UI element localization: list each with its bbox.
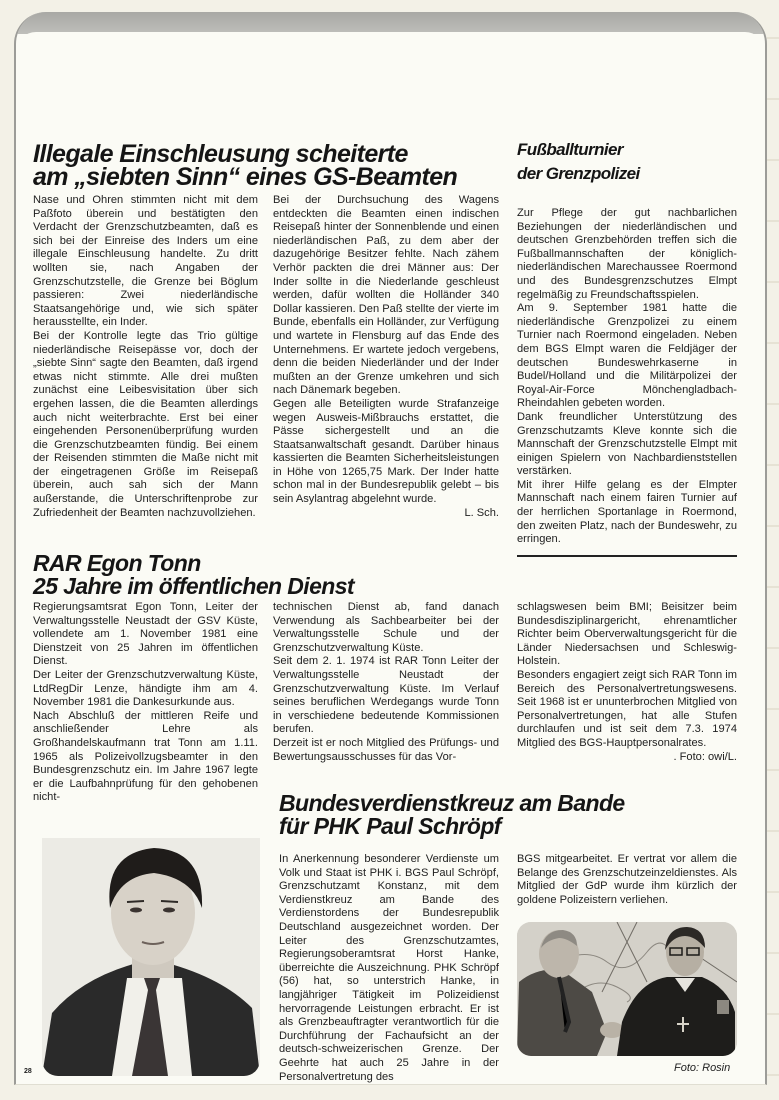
article3-column-1	[33, 601, 258, 805]
handshake-photo	[517, 922, 737, 1056]
article3-paragraph: Derzeit ist er noch Mitglied des Prüfungs- und Bewertungsausschusses für das Vor-	[273, 736, 499, 763]
article1-paragraph: Nase und Ohren stimmten nicht mit dem Paßfoto überein und bestätigten den Verdacht der Grenzschutzbeamten, daß es sich bei der Einreise des Inders um eine illegale Einschleusung handelte. Zu dritt wollten sie, nach Angaben der Grenzschutzstelle, die Grenze bei Böglum passieren: Zwei niederländische Staatsangehörige und, wie sich später herausstellte, ein Inder.	[33, 194, 258, 329]
article4-column-2	[517, 853, 737, 907]
article3-column-3	[517, 601, 737, 764]
article2-headline-line1: Fußballturnier	[517, 140, 623, 159]
handshake-illustration	[517, 922, 737, 1056]
article3-paragraph: technischen Dienst ab, fand danach Verwendung als Sachbearbeiter bei der Verwaltungsstelle Schule und der Grenzschutzverwaltung Küste.	[273, 601, 499, 654]
article3-paragraph: Regierungsamtsrat Egon Tonn, Leiter der Verwaltungsstelle Neustadt der GSV Küste, vollendete am 1. November 1981 eine Dienstzeit von 25 Jahren im öffentlichen Dienst.	[33, 601, 258, 668]
article4-paragraph: BGS mitgearbeitet. Er vertrat vor allem die Belange des Grenzschutzeinzeldienstes. Als Mitglied der GdP wurde ihm kürzlich der goldene Polizeistern verliehen.	[517, 853, 737, 906]
article3-column-2	[273, 601, 499, 764]
article1-paragraph: Bei der Kontrolle legte das Trio gültige niederländische Reisepässe vor, doch der „siebte Sinn“ sagte den Beamten, daß irgend etwas nicht stimmte. Alle drei mußten zunächst eine Leibesvisitation über sich ergehen lassen, die die Beamten allerdings auch nicht weiterbrachte. Erst bei einer eingehenden Personenüberprüfung wurden die Grenzschutzbeamten fündig. Bei einem der Reisenden stimmten die Maße nicht mit der eingetragenen Größe im Reisepaß überein, auch sah sich der Mann außerstande, die Unterschriftenprobe zur Zufriedenheit der Beamten nachzuvollziehen.	[33, 329, 258, 519]
article2-headline-line2: der Grenzpolizei	[517, 164, 640, 183]
article1-paragraph: Gegen alle Beteiligten wurde Strafanzeige wegen Ausweis-Mißbrauchs erstattet, die Pässe sichergestellt und an die Staatsanwaltschaft gesandt. Darüber hinaus kassierten die Beamten Sicherheitsleistungen in Höhe von 1265,75 Mark. Der Inder hatte schon mal in der Bundesrepublik gelebt – bis sein Asylantrag abgelehnt wurde.	[273, 397, 499, 506]
article-divider	[517, 555, 737, 557]
article2-paragraph: Mit ihrer Hilfe gelang es der Elmpter Mannschaft nach einem fairen Turnier auf der herrlichen Sportanlage in Roermond, den zweiten Platz, nach der Bundeswehr, zu erringen.	[517, 478, 737, 546]
article4-headline-line2: für PHK Paul Schröpf	[279, 813, 501, 839]
article3-paragraph: Besonders engagiert zeigt sich RAR Tonn im Bereich des Personalvertretungswesens. Seit 1968 ist er ununterbrochen Mitglied von Personalvertretungen, hat alle Stufen durchlaufen und ist seit dem 7.3. 1974 Mitglied des BGS-Hauptpersonalrates.	[517, 668, 737, 749]
portrait-illustration	[42, 838, 260, 1076]
article1-paragraph: Bei der Durchsuchung des Wagens entdeckten die Beamten einen indischen Reisepaß hinter der Sonnenblende und einen niederländischen Paß, zu dem aber der dazugehörige Besitzer fehlte. Nach zähem Verhör packten die drei Männer aus: Der Inder sollte in die Niederlande geschleust werden, dafür wollten die Holländer 340 Dollar kassieren. Den Paß stellte der vierte im Bunde, ebenfalls ein Holländer, zur Verfügung und wartete in Flensburg auf das Ende des Unternehmens. Er wartete jedoch vergebens, denn die beiden Niederländer und der Inder mußten an der Grenze umkehren und sich nach Dänemark begeben.	[273, 194, 499, 397]
page-number: 28	[24, 1068, 32, 1075]
article2-paragraph: Am 9. September 1981 hatte die niederländische Grenzpolizei zu einem Turnier nach Roermond eingeladen. Neben dem BGS Elmpt waren die Feldjäger der deutschen Bundeswehrkaserne in Budel/Holland und die Militärpolizei der Royal-Air-Force Mönchengladbach-Rheindahlen gebeten worden.	[517, 302, 737, 410]
article3-headline-line2: 25 Jahre im öffentlichen Dienst	[33, 573, 354, 599]
article3-paragraph: schlagswesen beim BMI; Beisitzer beim Bundesdisziplinargericht, ehrenamtlicher Richter beim Oberverwaltungsgericht für die Länder Niedersachsen und Schleswig-Holstein.	[517, 601, 737, 668]
article3-paragraph: Nach Abschluß der mittleren Reife und anschließender Lehre als Großhandelskaufmann trat Tonn am 1.11. 1965 als Polizeivollzugsbeamter in den Bundesgrenzschutz ein. Im Jahre 1967 legte er die Laufbahnprüfung für den gehobenen nicht-	[33, 709, 258, 804]
page-header-band	[16, 12, 765, 34]
article2-paragraph: Zur Pflege der gut nachbarlichen Beziehungen der niederländischen und deutschen Grenzbehörden treffen sich die Fußballmannschaften der königlich-niederländischen Marechaussee Roermond und des Bundesgrenzschutzes Elmpt regelmäßig zu Freundschaftsspielen.	[517, 207, 737, 301]
article1-headline-line1: Illegale Einschleusung scheiterte	[33, 140, 408, 168]
article1-column-2	[273, 194, 499, 520]
article1-signature: L. Sch.	[464, 506, 499, 519]
article2-body	[517, 207, 737, 547]
article3-paragraph: Seit dem 2. 1. 1974 ist RAR Tonn Leiter der Verwaltungsstelle Neustadt der Grenzschutzverwaltung Küste. Im Verlauf seines beruflichen Werdegangs wurde Tonn in verschiedene bedeutende Kommissionen berufen.	[273, 655, 499, 736]
article4-paragraph: In Anerkennung besonderer Verdienste um Volk und Staat ist PHK i. BGS Paul Schröpf, Grenzschutzamt Konstanz, mit dem Verdienstkreuz am Bande des Verdienstordens der Bundesrepublik Deutschland ausgezeichnet worden. Der Leiter des Grenzschutzamtes, Regierungsoberamtsrat Horst Hanke, überreichte die Auszeichnung. PHK Schröpf (56) hat, so unterstrich Hanke, in langjähriger Tätigkeit im Polizeidienst hervorragende Leistungen erbracht. Er ist als Grenzbeauftragter verantwortlich für die Durchführung der Fachaufsicht an der deutsch-schweizerischen Grenze. Der Geehrte hat auch 25 Jahre in der Personalvertretung des	[279, 853, 499, 1083]
portrait-photo	[42, 838, 260, 1076]
article4-headline-line1: Bundesverdienstkreuz am Bande	[279, 790, 625, 816]
scan-edge	[767, 0, 779, 1100]
article3-photo-credit: . Foto: owi/L.	[673, 750, 737, 763]
article3-headline-line1: RAR Egon Tonn	[33, 550, 201, 576]
header-band-curve	[16, 32, 765, 52]
article2-paragraph: Dank freundlicher Unterstützung des Grenzschutzamts Kleve konnte sich die Mannschaft der Grenzschutzstelle Elmpt mit einigen Spielern von Nachbardienststellen verstärken.	[517, 410, 737, 478]
article4-column-1	[279, 853, 499, 1084]
handshake-photo-credit: Foto: Rosin	[674, 1062, 731, 1074]
article3-paragraph: Der Leiter der Grenzschutzverwaltung Küste, LtdRegDir Lenze, händigte ihm am 4. November 1981 die Dankesurkunde aus.	[33, 668, 258, 709]
article1-headline-line2: am „siebten Sinn“ eines GS-Beamten	[33, 163, 458, 191]
article1-column-1	[33, 194, 258, 520]
